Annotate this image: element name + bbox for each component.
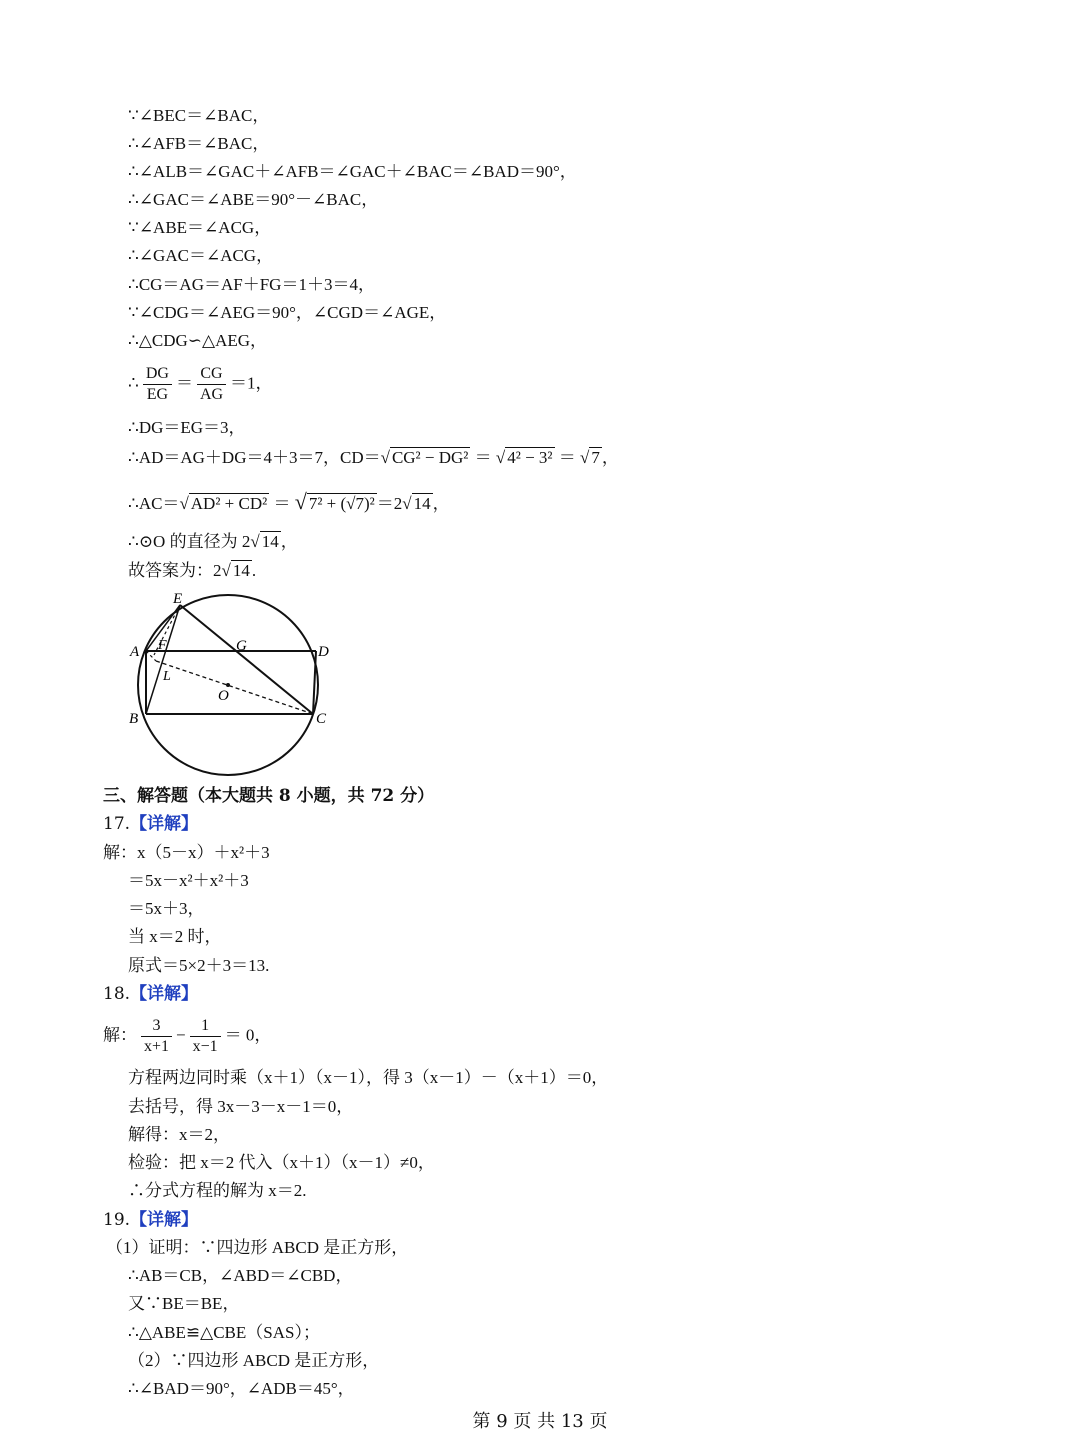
radicand: 14 — [261, 532, 279, 551]
q19-header — [103, 1208, 198, 1232]
q18-line: 解得：x＝2， — [128, 1125, 230, 1144]
eq-suffix: ＝ 0， — [224, 1025, 272, 1045]
ratio-equation — [128, 364, 273, 405]
equals: ＝ — [269, 494, 295, 513]
section-heading: 三、解答题（本大题共 8 小题，共 72 分） — [103, 786, 435, 806]
q19-line: （2）∵四边形 ABCD 是正方形， — [128, 1351, 380, 1370]
sqrt-expression: √ 14 — [250, 532, 279, 551]
solution-line: ∴∠AFB＝∠BAC， — [128, 134, 270, 153]
sqrt-expression: √ 7² + (√7)² — [294, 489, 375, 514]
diam-text: ∴⊙O 的直径为 2 — [128, 532, 251, 551]
label-e: E — [173, 591, 183, 607]
segment-lc-dashed — [156, 661, 313, 714]
page-footer: 第 9 页 共 13 页 — [472, 1411, 608, 1432]
label-l: L — [163, 669, 171, 684]
solution-line: ∵∠CDG＝∠AEG＝90°，∠CGD＝∠AGE， — [128, 303, 447, 322]
detail-tag: 【详解】 — [130, 814, 199, 834]
q19-line: （1）证明：∵四边形 ABCD 是正方形， — [106, 1238, 409, 1257]
question-number: 18. — [103, 984, 131, 1004]
label-c: C — [316, 711, 327, 727]
solution-line: ∴△CDG∽△AEG， — [128, 331, 268, 350]
q17-line: 当 x＝2 时， — [128, 927, 222, 946]
ratio-suffix: ＝1， — [230, 373, 273, 393]
solution-line: ∵∠BEC＝∠BAC， — [128, 106, 270, 125]
solution-line: ∴∠GAC＝∠ACG， — [128, 246, 274, 265]
fraction — [190, 1016, 221, 1057]
q19-line: ∴△ABE≌△CBE（SAS）； — [128, 1323, 320, 1342]
fraction-dg-eg — [143, 364, 172, 405]
punct: . — [251, 561, 257, 580]
radicand: CG² − DG² — [391, 448, 469, 467]
minus-sign: − — [176, 1025, 186, 1045]
q17-line: 解：x（5－x）＋x²＋3 — [103, 843, 270, 862]
q18-equation — [103, 1016, 271, 1057]
question-number: 19. — [103, 1210, 131, 1230]
radicand: AD² + CD² — [190, 494, 268, 513]
denominator: x−1 — [192, 1038, 218, 1055]
equals: ＝2 — [376, 494, 403, 513]
detail-tag: 【详解】 — [130, 1210, 199, 1230]
segment-al-dashed — [146, 651, 156, 661]
radicand: 4² − 3² — [507, 448, 553, 467]
radicand: 14 — [232, 561, 250, 580]
label-o: O — [218, 688, 229, 704]
q17-line: ＝5x＋3， — [128, 899, 205, 918]
sqrt-expression: √ 7 — [580, 448, 600, 467]
sqrt-expression: √ 4² − 3² — [495, 448, 553, 467]
punct: ， — [280, 532, 298, 551]
sqrt-expression: √ AD² + CD² — [179, 494, 268, 513]
solution-line: ∴CG＝AG＝AF＋FG＝1＋3＝4， — [128, 275, 375, 294]
equals: ＝ — [470, 448, 496, 467]
punct: ， — [601, 448, 619, 467]
eq-prefix: 解： — [103, 1025, 137, 1045]
label-d: D — [318, 644, 329, 660]
label-b: B — [129, 711, 139, 727]
equals: ＝ — [554, 448, 581, 467]
solution-line: ∵∠ABE＝∠ACG， — [128, 218, 272, 237]
q18-line: 方程两边同时乘（x＋1）（x－1），得 3（x－1）－（x＋1）＝0， — [128, 1068, 609, 1087]
geometry-figure — [120, 585, 340, 780]
q18-header — [103, 982, 198, 1006]
answer-line — [128, 559, 256, 583]
numerator: CG — [197, 364, 226, 385]
q17-line: ＝5x－x²＋x²＋3 — [128, 871, 249, 890]
solution-line-ac — [128, 490, 450, 516]
segment-ec — [180, 605, 313, 714]
radicand: 7² + (√7)² — [308, 494, 375, 513]
q18-line: 检验：把 x＝2 代入（x＋1）（x－1）≠0， — [128, 1153, 435, 1172]
radicand: 14 — [413, 494, 431, 513]
solution-line: ∴∠ALB＝∠GAC＋∠AFB＝∠GAC＋∠BAC＝∠BAD＝90°， — [128, 162, 577, 181]
question-number: 17. — [103, 814, 131, 834]
solution-line-diameter — [128, 530, 298, 554]
sqrt-expression: √ 14 — [221, 561, 250, 580]
answer-text: 故答案为：2 — [128, 561, 222, 580]
denominator: x+1 — [144, 1038, 170, 1055]
label-a: A — [130, 644, 140, 660]
solution-line: ∴∠GAC＝∠ABE＝90°－∠BAC， — [128, 190, 379, 209]
q19-line: ∴∠BAD＝90°，∠ADB＝45°， — [128, 1379, 355, 1398]
center-point — [226, 683, 230, 687]
ac-text: ∴AC＝ — [128, 494, 180, 513]
radicand: 7 — [591, 448, 600, 467]
numerator: DG — [143, 364, 172, 385]
label-g: G — [236, 638, 247, 654]
fraction-cg-ag — [197, 364, 226, 405]
ad-text: ∴AD＝AG＋DG＝4＋3＝7，CD＝ — [128, 448, 381, 467]
q19-line: ∴AB＝CB，∠ABD＝∠CBD， — [128, 1266, 353, 1285]
solution-line-ad — [128, 446, 619, 470]
numerator: 1 — [190, 1016, 221, 1037]
equals-sign: ＝ — [175, 373, 193, 393]
numerator: 3 — [141, 1016, 172, 1037]
denominator: AG — [199, 386, 224, 403]
denominator: EG — [146, 386, 169, 403]
q19-line: 又∵BE＝BE， — [128, 1294, 240, 1313]
ratio-prefix: ∴ — [128, 373, 139, 393]
label-f: F — [158, 638, 167, 653]
sqrt-expression: √ 14 — [402, 494, 431, 513]
q17-header — [103, 812, 198, 836]
q18-line: ∴分式方程的解为 x＝2. — [128, 1181, 307, 1200]
q17-line: 原式＝5×2＋3＝13. — [128, 956, 270, 975]
detail-tag: 【详解】 — [130, 984, 199, 1004]
fraction — [141, 1016, 172, 1057]
solution-line-dg: ∴DG＝EG＝3， — [128, 418, 246, 437]
q18-line: 去括号，得 3x－3－x－1＝0， — [128, 1097, 354, 1116]
punct: ， — [432, 494, 450, 513]
sqrt-expression: √ CG² − DG² — [380, 448, 469, 467]
